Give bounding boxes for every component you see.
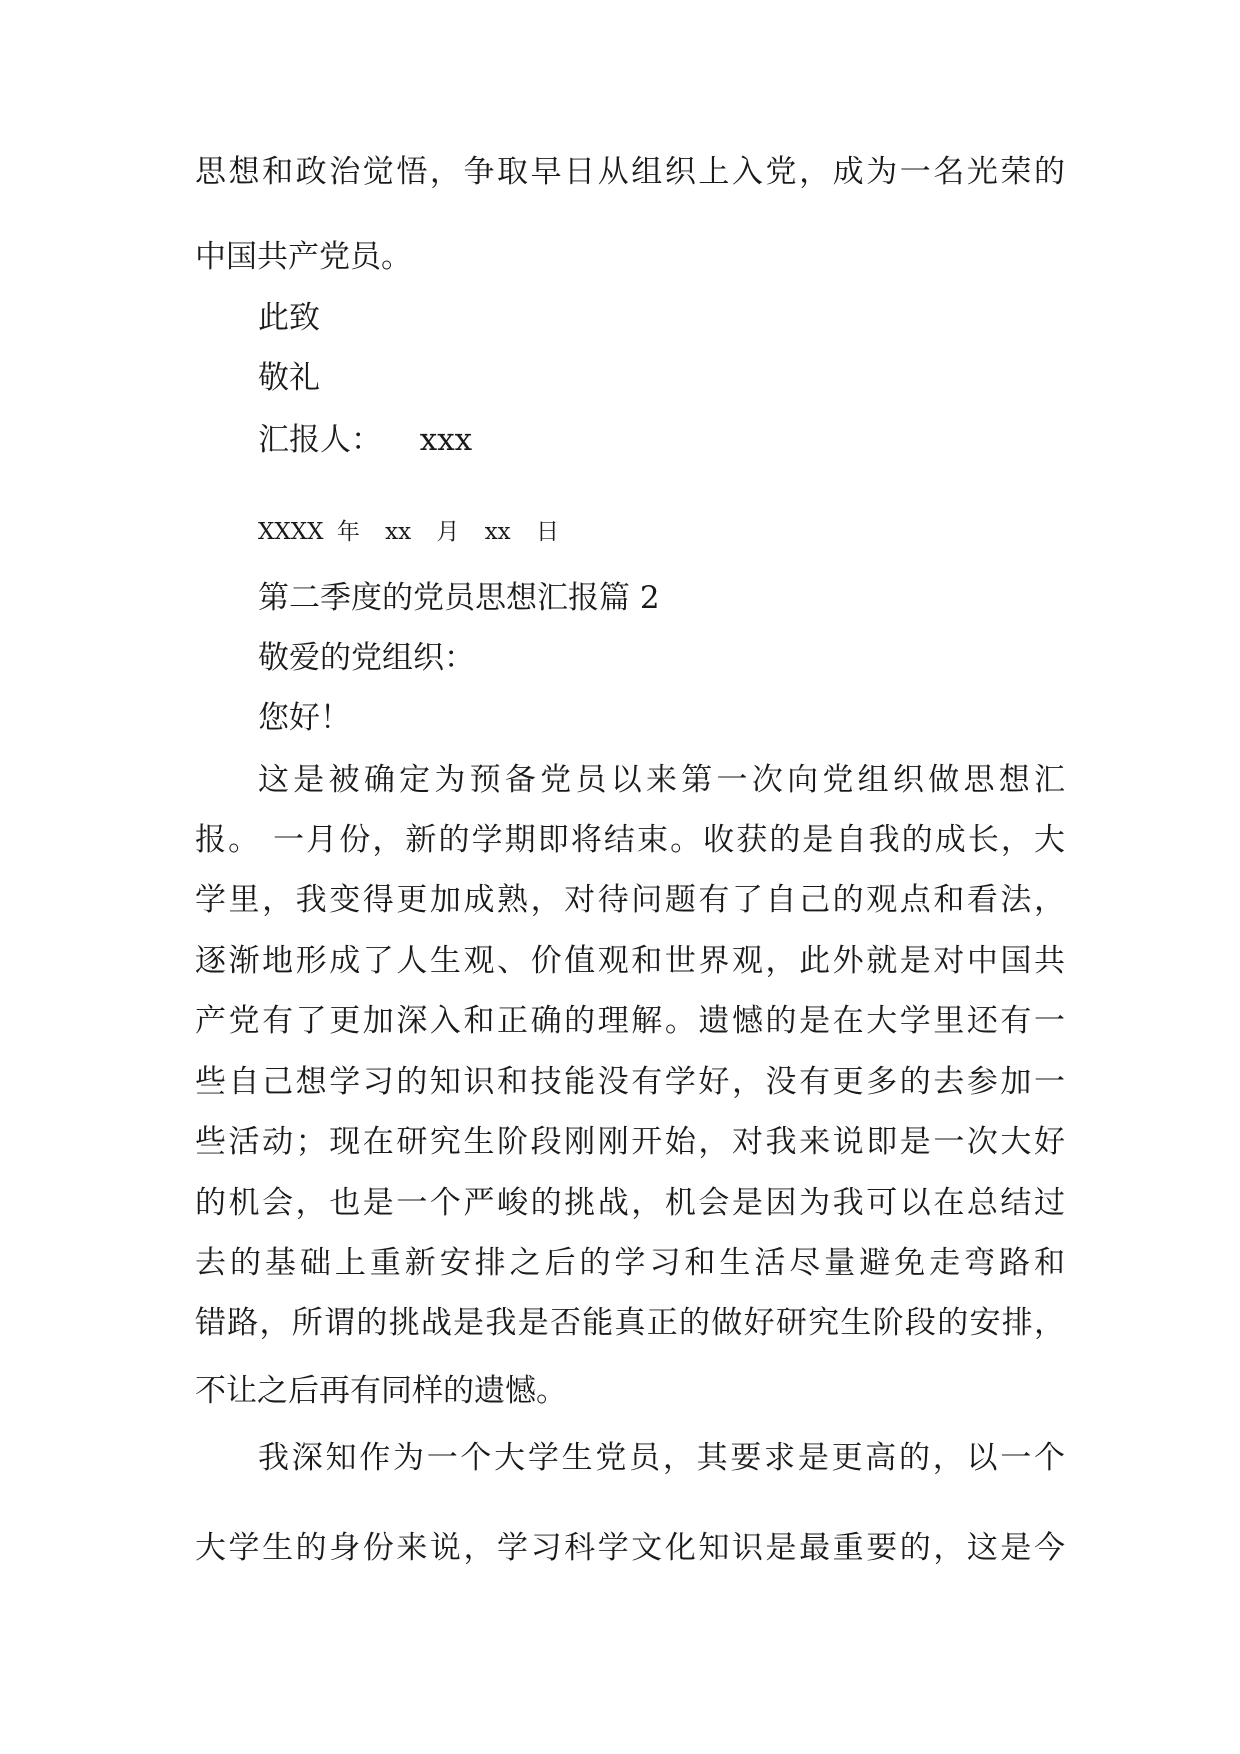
date-day: xx — [484, 519, 511, 545]
paragraph-line: 去的基础上重新安排之后的学习和生活尽量避免走弯路和 — [195, 1245, 1065, 1281]
paragraph-line: 我深知作为一个大学生党员，其要求是更高的，以一个 — [258, 1440, 1065, 1476]
reporter-label: 汇报人： — [258, 422, 382, 458]
paragraph-line: 的机会，也是一个严峻的挑战，机会是因为我可以在总结过 — [195, 1185, 1065, 1221]
body-line: 中国共产党员。 — [195, 239, 412, 275]
paragraph-line: 不让之后再有同样的遗憾。 — [195, 1373, 567, 1409]
paragraph-line: 错路，所谓的挑战是我是否能真正的做好研究生阶段的安排， — [195, 1305, 1065, 1341]
section-title: 第二季度的党员思想汇报篇 2 — [258, 580, 660, 616]
salutation-line: 敬礼 — [258, 360, 320, 396]
paragraph-line: 些活动；现在研究生阶段刚刚开始，对我来说即是一次大好 — [195, 1124, 1065, 1160]
body-line: 思想和政治觉悟，争取早日从组织上入党，成为一名光荣的 — [195, 154, 1065, 190]
paragraph-line: 逐渐地形成了人生观、价值观和世界观，此外就是对中国共 — [195, 943, 1065, 979]
paragraph-line: 大学生的身份来说，学习科学文化知识是最重要的，这是今 — [195, 1530, 1065, 1566]
paragraph-line: 些自己想学习的知识和技能没有学好，没有更多的去参加一 — [195, 1064, 1065, 1100]
paragraph-line: 学里，我变得更加成熟，对待问题有了自己的观点和看法， — [195, 882, 1065, 918]
date-line — [258, 516, 1065, 548]
date-year: XXXX — [258, 519, 324, 545]
reporter-name: xxx — [419, 422, 473, 458]
greeting-line: 您好！ — [258, 700, 351, 736]
salutation-line: 此致 — [258, 300, 320, 336]
addressee-line: 敬爱的党组织： — [258, 640, 475, 676]
paragraph-line: 报。 一月份，新的学期即将结束。收获的是自我的成长，大 — [195, 822, 1065, 858]
paragraph-line: 这是被确定为预备党员以来第一次向党组织做思想汇 — [258, 762, 1065, 798]
date-month: xx — [385, 519, 412, 545]
reporter-line — [258, 420, 1065, 460]
date-month-unit: 月 — [436, 519, 460, 545]
date-day-unit: 日 — [535, 519, 559, 545]
paragraph-line: 产党有了更加深入和正确的理解。遗憾的是在大学里还有一 — [195, 1003, 1065, 1039]
date-year-unit: 年 — [336, 519, 360, 545]
